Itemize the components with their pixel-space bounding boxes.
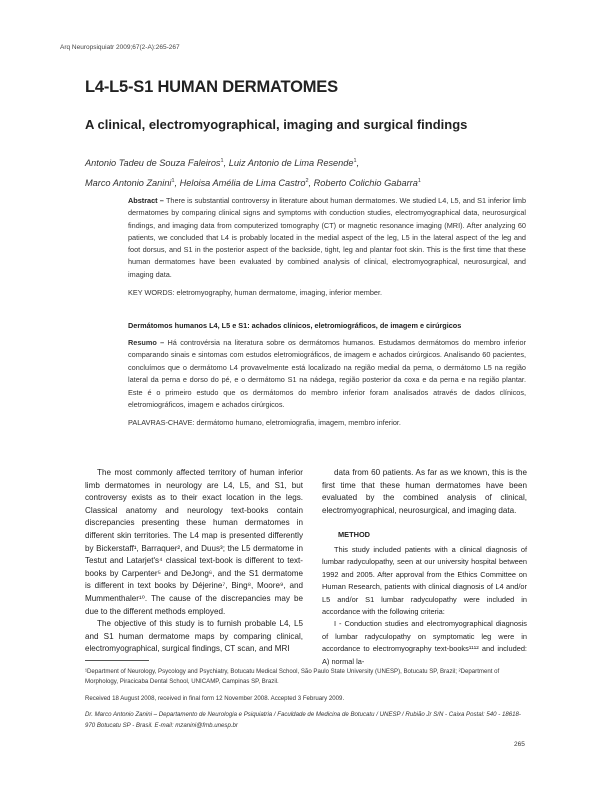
author-affiliation-mark: 1	[220, 158, 224, 164]
body-paragraph: The most commonly affected territory of human inferior limb dermatomes in neurology are L4, L5, and S1, but controversy exists as to their exact location in the legs. Classical anatomy and neurology text-books contain discrepancies presenting these human dermatomes in different skin territories. The L4 map is presented differently by Bickerstaff¹, Barraquer², and Duus³; the L5 dermatome in Testut and Latarjet's⁴ classical text-book is different to text-books by Carpenter⁵ and DeJong⁶, and the S1 dermatome is different in text books by Déjerine⁷, Bing⁸, Moore⁹, and Mummenthaler¹⁰. The cause of the discrepancies may be due to the different methods employed.	[85, 468, 303, 616]
body-paragraph: I - Conduction studies and electromyographical diagnosis of lumbar radyculopathy on symptomatic leg were in accordance to electromyography text-books¹¹¹² and included: A) normal la-	[322, 619, 527, 666]
footnotes	[85, 667, 527, 731]
author-name: Heloisa Amélia de Lima Castro	[179, 178, 306, 189]
abstract	[128, 195, 526, 281]
portuguese-title: Dermátomos humanos L4, L5 e S1: achados clínicos, eletromiográficos, de imagem e cirúrgicos	[128, 321, 462, 330]
body-paragraph: data from 60 patients. As far as we known, this is the first time that these human dermatomes have been evaluated by the combined analysis of clinical, electromyographical, neurosurgical, and imaging data.	[322, 468, 527, 515]
abstract-text: There is substantial controversy in literature about human dermatomes. We studied L4, L5, and S1 inferior limb dermatomes by comparing clinical signs and symptoms with conduction studies, electromyographical data, neurosurgical findings, and imaging data from computerized tomography (CT) or magnetic resonance imaging (MRI). After analyzing 60 patients, we concluded that L4 is probably located in the medial aspect of the leg, L5 in the lateral aspect of the leg and foot dorsus, and S1 in the posterior aspect of the backside, tight, leg and plantar foot skin. This is the first time that these human dermatomes have been evaluated by combined analysis of clinical, electromyographical, neurosurgical, and imaging data.	[128, 196, 526, 279]
method-heading: METHOD	[338, 530, 371, 540]
received-dates: Received 18 August 2008, received in final form 12 November 2008. Accepted 3 February 2009.	[85, 694, 345, 702]
author-affiliation-mark: 1	[171, 178, 175, 185]
affiliations: ¹Department of Neurology, Psycology and Psychiatry, Botucatu Medical School, São Paulo State University (UNESP), Botucatu SP, Brazil; ²Department of Morphology, Piracicaba Dental School, UNICAMP, Campinas SP, Brazil.	[85, 668, 500, 686]
author-name: Roberto Colichio Gabarra	[313, 178, 418, 189]
footnote-divider	[85, 660, 149, 661]
journal-reference: Arq Neuropsiquiatr 2009;67(2-A):265-267	[60, 44, 180, 51]
body-column-right	[322, 467, 527, 668]
correspondence-address: Dr. Marco Antonio Zanini – Departamento de Neurologia e Psiquiatria / Faculdade de Medicina de Botucatu / UNESP / Rubião Jr S/N - Caixa Postal: 540 - 18618-970 Botucatu SP - Brasil. E-mail: mzanini@fmb.unesp.br	[85, 711, 521, 729]
abstract-label: Abstract –	[128, 196, 166, 205]
author-name: Antonio Tadeu de Souza Faleiros	[85, 158, 221, 169]
body-paragraph: This study included patients with a clinical diagnosis of lumbar radyculopathy, seen at our university hospital between 1992 and 2005. After approval from the Ethics Committee on Human Research, patients with clinical diagnosis of L4 and/or L5 and/or S1 lumbar radyculopathy were included in accordance with the following criteria:	[322, 544, 527, 616]
resumo-label: Resumo –	[128, 338, 168, 347]
author-affiliation-mark: 2	[305, 178, 309, 185]
article-title: L4-L5-S1 HUMAN DERMATOMES	[85, 78, 338, 96]
author-name: Luiz Antonio de Lima Resende	[228, 158, 354, 169]
body-paragraph: The objective of this study is to furnish probable L4, L5 and S1 human dermatome maps by comparing clinical, electromyographical, surgical findings, CT scan, and MRI	[85, 619, 303, 654]
resumo	[128, 337, 526, 411]
author-list: Antonio Tadeu de Souza Faleiros$^1$, Luiz Antonio de Lima Resende$^1$, Marco Antonio Zanini$^1$, Heloisa Amélia de Lima Castro$^2$, Roberto Colichio Gabarra$^1$	[85, 158, 421, 189]
author-affiliation-mark: 1	[417, 178, 421, 185]
palavras-chave: PALAVRAS-CHAVE: dermátomo humano, eletromiografia, imagem, membro inferior.	[128, 418, 401, 427]
author-affiliation-mark: 1	[353, 158, 357, 164]
resumo-text: Há controvérsia na literatura sobre os dermátomos humanos. Estudamos dermátomos do membro inferior comparando sinais e sintomas com estudos eletromiográficos, de imagem e achados cirúrgicos. Analisando 60 pacientes, concluímos que o dermátomo L4 provavelmente está localizado na região medial da perna, o dermátomo L5 na região lateral da perna e dorso do pé, e o dermátomo S1 na nádega, região posterior da coxa e da perna e na região plantar. Este é o primeiro estudo que os dermátomos do membro inferior foram analisados através de dados clínicos, eletromiográficos, imagem e achados cirúrgicos.	[128, 338, 526, 410]
article-subtitle: A clinical, electromyographical, imaging and surgical findings	[85, 117, 468, 132]
author-name: Marco Antonio Zanini	[85, 178, 172, 189]
page-number: 265	[514, 741, 525, 748]
keywords: KEY WORDS: eletromyography, human dermatome, imaging, inferior member.	[128, 288, 383, 297]
body-column-left	[85, 467, 303, 656]
